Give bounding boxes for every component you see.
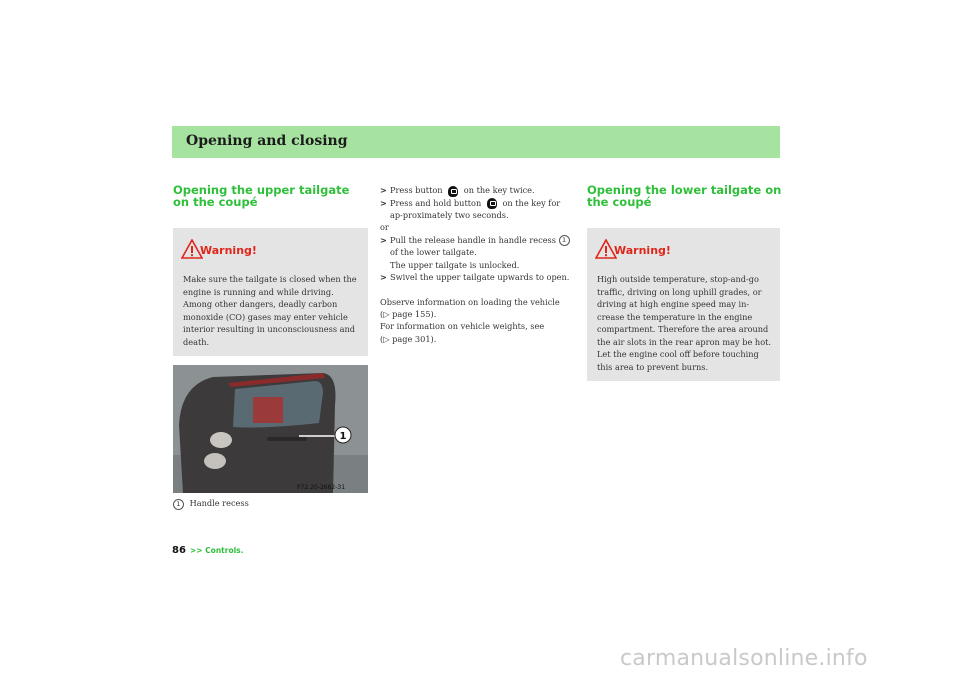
- column-left: [173, 184, 368, 208]
- section-title-lower-tailgate: Opening the lower tailgate on the coupé: [587, 183, 782, 209]
- photo-code: P72.20-2662-31: [296, 484, 346, 491]
- key-lock-button-icon: [448, 186, 458, 197]
- step-press-hold: [380, 197, 575, 222]
- photo-caption: [173, 498, 249, 510]
- watermark: carmanualsonline.info: [620, 646, 868, 671]
- step1-before: Press button: [390, 185, 443, 195]
- page-number: 86: [172, 545, 186, 556]
- column-middle: [380, 184, 575, 345]
- caption-text: Handle recess: [189, 498, 249, 508]
- info-weights-link[interactable]: (▷ page 301).: [380, 333, 437, 344]
- step3-after: of the lower tailgate.: [390, 247, 477, 258]
- header-band: [172, 126, 780, 158]
- step3-note: The upper tailgate is unlocked.: [390, 259, 520, 270]
- warning-heading: Warning!: [200, 244, 257, 257]
- step-press-twice: [380, 184, 575, 197]
- step3-number: 1: [559, 235, 570, 246]
- warning-text: High outside temperature, stop-and-go traffic, driving on long uphill grades, or driving at high engine speed may in-crease the temperature in the engine compartment. Therefore the area around the air slots in the rear apron may be hot. Let the engine cool off before touching this area to prevent burns.: [597, 274, 772, 372]
- step-pull-handle: [380, 234, 575, 271]
- controls-link[interactable]: >> Controls.: [190, 546, 244, 555]
- info-weights-line1: For information on vehicle weights, see: [380, 321, 545, 332]
- info-loading-link[interactable]: (▷ page 155).: [380, 308, 437, 319]
- car-rear-illustration: [173, 365, 368, 493]
- step-swivel: > Swivel the upper tailgate upwards to open.: [380, 271, 575, 283]
- or-text: or: [380, 222, 389, 233]
- warning-heading: Warning!: [614, 244, 671, 257]
- step2-after: on the key for ap-proximately two seconds.: [390, 197, 561, 220]
- page-title: Opening and closing: [186, 133, 348, 149]
- step3-before: Pull the release handle in handle recess: [390, 234, 556, 245]
- step1-after: on the key twice.: [463, 185, 535, 195]
- warning-text: Make sure the tailgate is closed when the engine is running and while driving. Among other dangers, deadly carbon monoxide (CO) gases may enter vehicle interior resulting in unconsciousness and death.: [183, 274, 357, 347]
- key-tailgate-button-icon: [487, 198, 497, 209]
- warning-box-upper: [173, 228, 368, 356]
- column-right: [587, 184, 782, 208]
- photo-callout-number: 1: [339, 431, 347, 442]
- section-title-upper-tailgate: Opening the upper tailgate on the coupé: [173, 183, 350, 209]
- warning-box-lower: [587, 228, 780, 381]
- step2-before: Press and hold button: [390, 197, 482, 208]
- caption-number: 1: [173, 499, 184, 510]
- tailgate-photo: [173, 365, 368, 493]
- info-loading-line1: Observe information on loading the vehicle: [380, 296, 560, 307]
